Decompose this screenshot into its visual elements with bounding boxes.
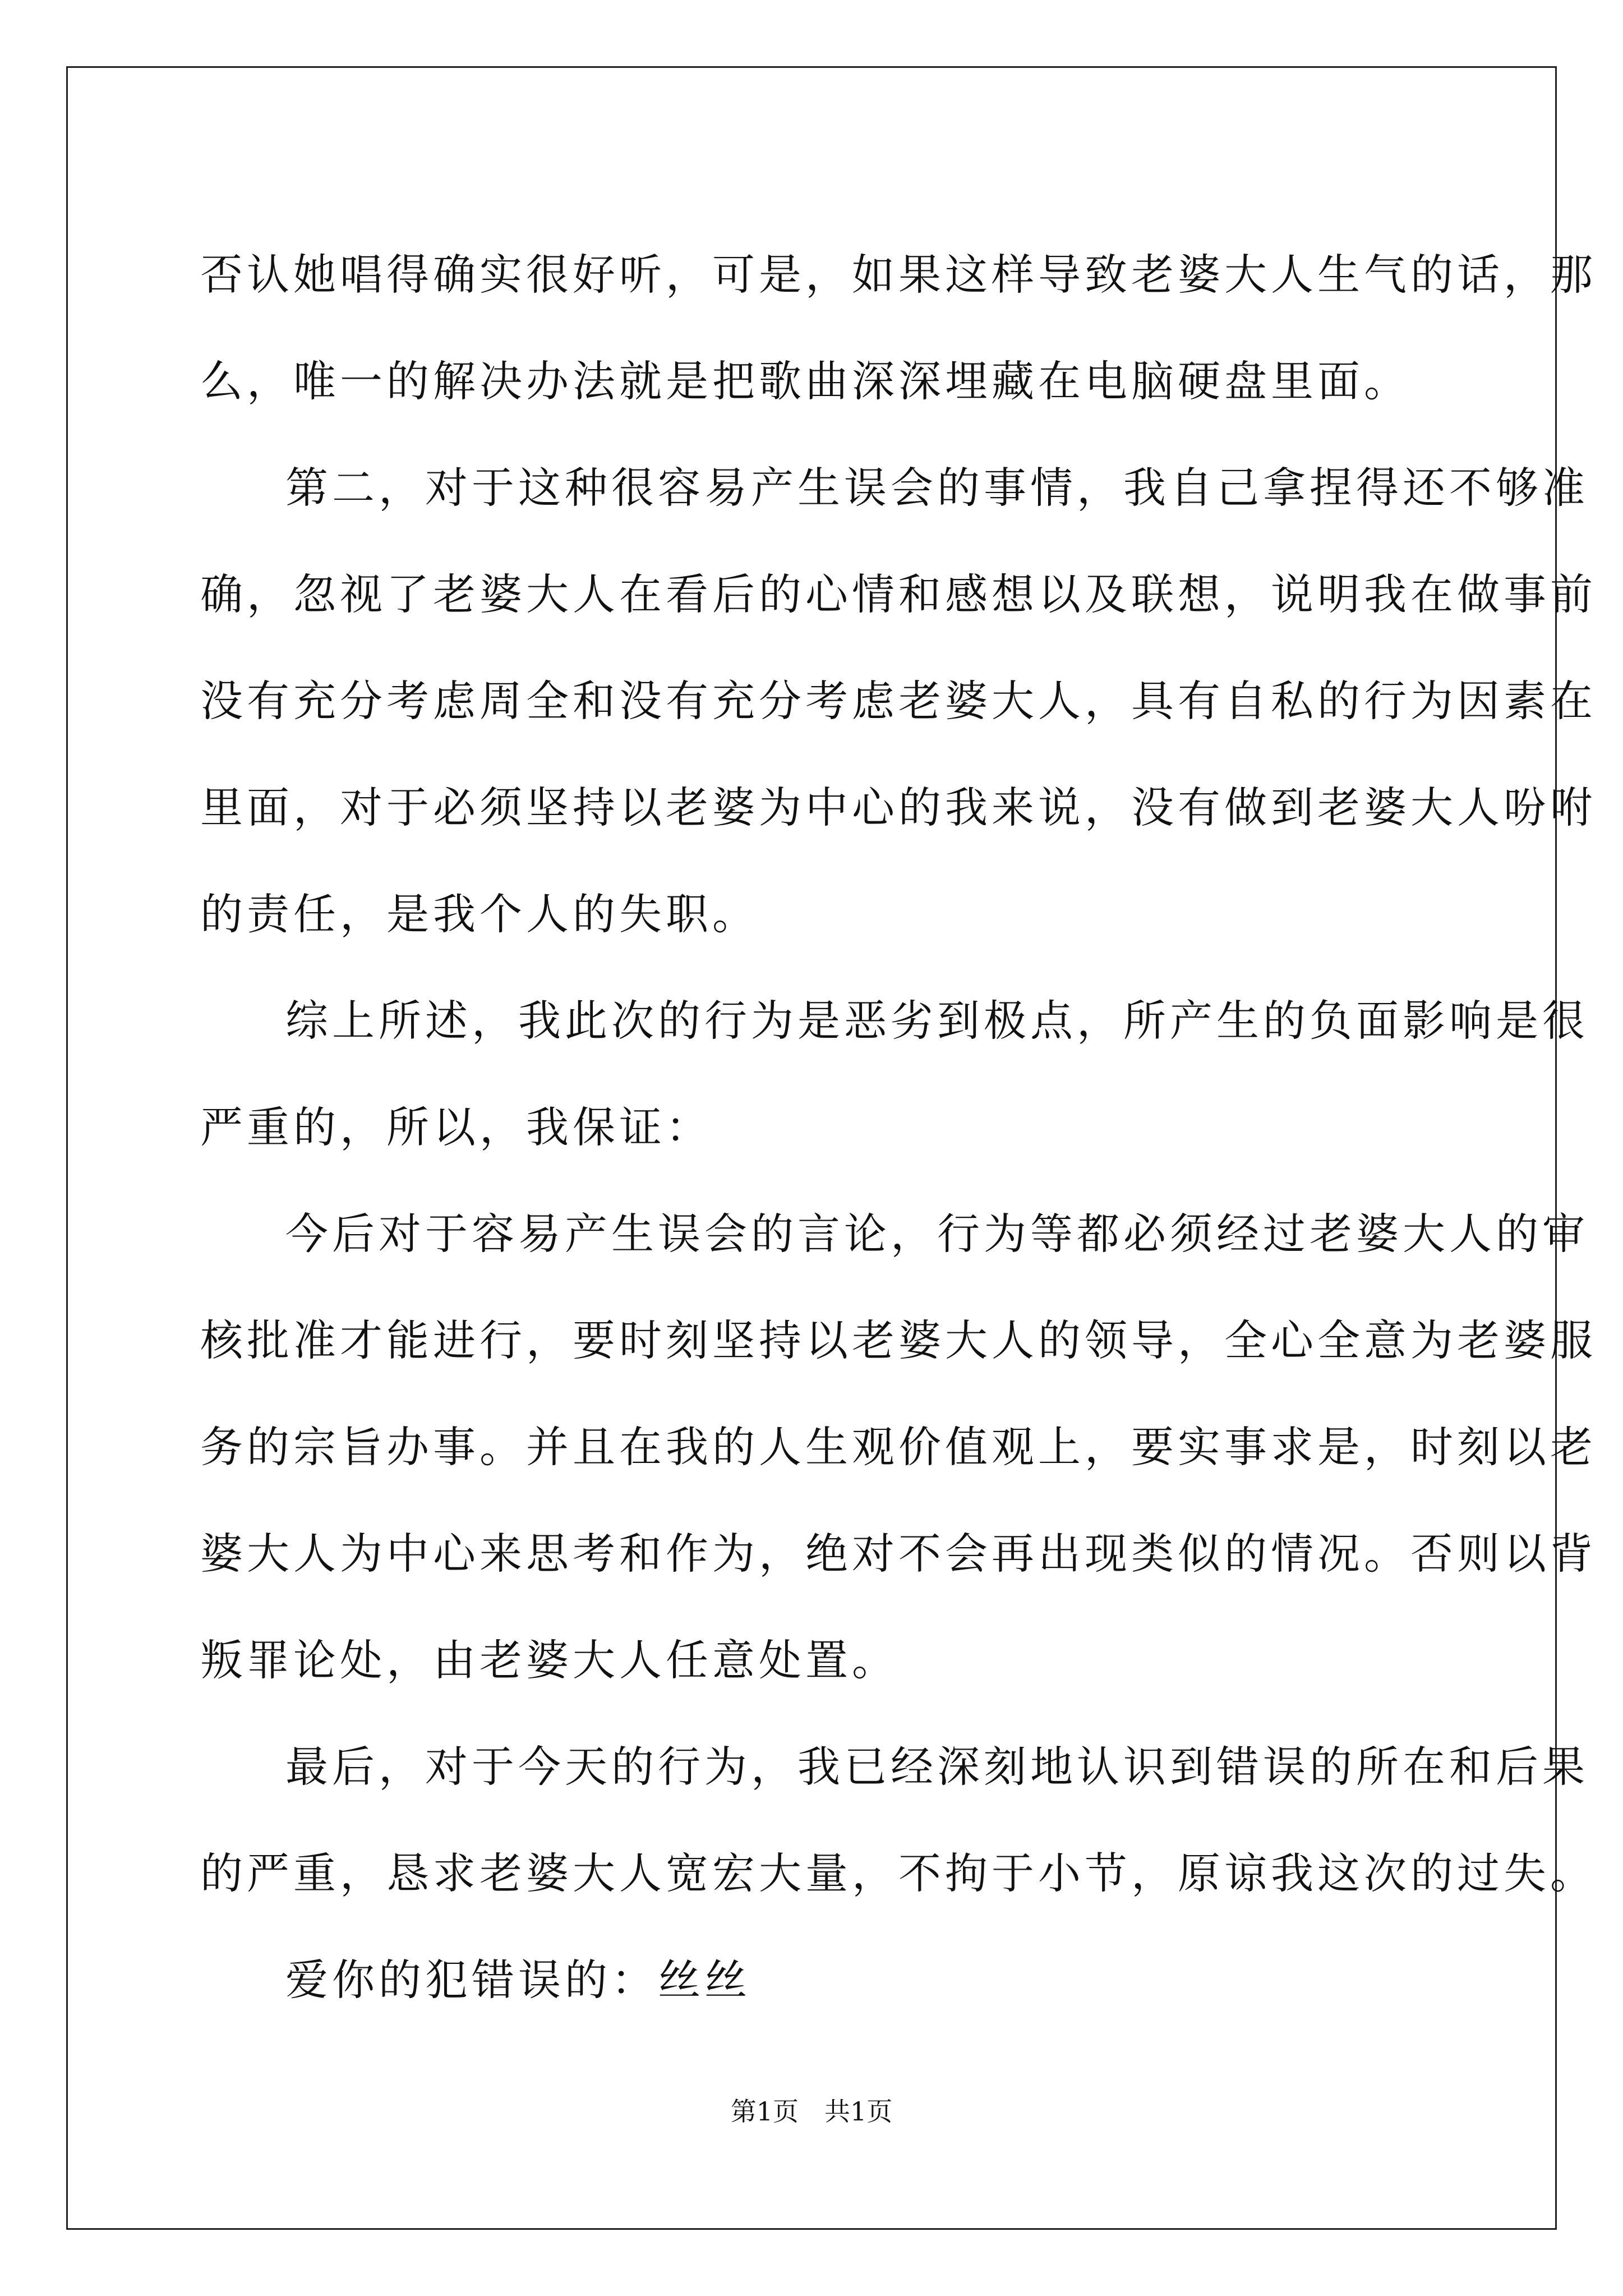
text-line: 婆大人为中心来思考和作为，绝对不会再出现类似的情况。否则以背 [200, 1529, 1597, 1579]
text-line: 的责任，是我个人的失职。 [200, 889, 759, 939]
text-line: 叛罪论处，由老婆大人任意处置。 [200, 1635, 898, 1685]
text-line: 否认她唱得确实很好听，可是，如果这样导致老婆大人生气的话，那 [200, 250, 1597, 300]
text-line: 里面，对于必须坚持以老婆为中心的我来说，没有做到老婆大人吩咐 [200, 783, 1597, 832]
document-body [200, 222, 1597, 2033]
text-line: 核批准才能进行，要时刻坚持以老婆大人的领导，全心全意为老婆服 [200, 1315, 1597, 1365]
signature-line: 爱你的犯错误的：丝丝 [285, 1955, 751, 2005]
text-line: 最后，对于今天的行为，我已经深刻地认识到错误的所在和后果 [285, 1742, 1589, 1792]
text-line: 确，忽视了老婆大人在看后的心情和感想以及联想，说明我在做事前 [200, 569, 1597, 619]
text-line: 严重的，所以，我保证： [200, 1102, 712, 1152]
text-line: 综上所述，我此次的行为是恶劣到极点，所产生的负面影响是很 [285, 996, 1589, 1046]
text-line: 没有充分考虑周全和没有充分考虑老婆大人，具有自私的行为因素在 [200, 676, 1597, 726]
text-line: 的严重，恳求老婆大人宽宏大量，不拘于小节，原谅我这次的过失。 [200, 1848, 1597, 1898]
text-line: 今后对于容易产生误会的言论，行为等都必须经过老婆大人的审 [285, 1209, 1589, 1259]
page-number-footer: 第1页 共1页 [730, 2096, 893, 2127]
text-line: 么，唯一的解决办法就是把歌曲深深埋藏在电脑硬盘里面。 [200, 356, 1410, 406]
text-line: 第二，对于这种很容易产生误会的事情，我自己拿捏得还不够准 [285, 463, 1589, 513]
text-line: 务的宗旨办事。并且在我的人生观价值观上，要实事求是，时刻以老 [200, 1422, 1597, 1472]
